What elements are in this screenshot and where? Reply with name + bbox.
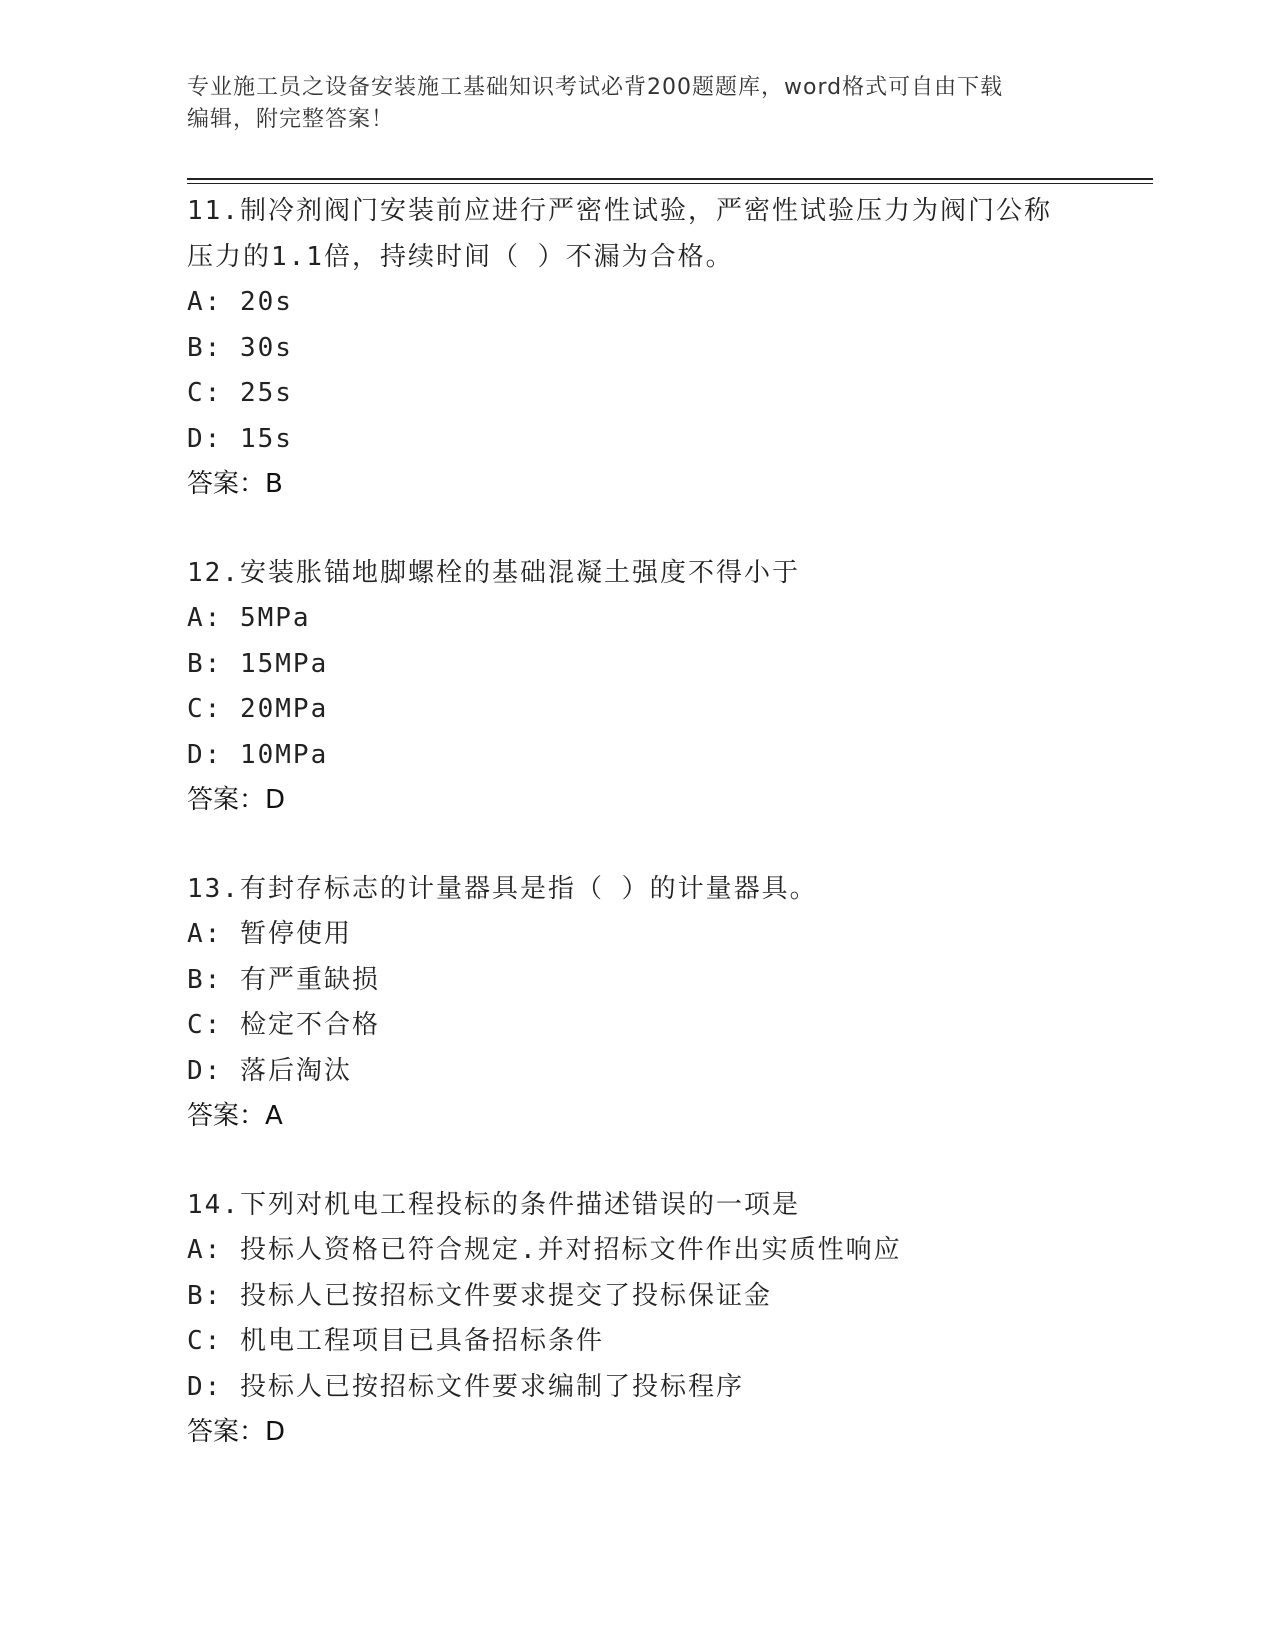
option-d: D: 15s (187, 423, 293, 454)
option-a: A: 投标人资格已符合规定.并对招标文件作出实质性响应 (187, 1235, 902, 1265)
stem-line: 13.有封存标志的计量器具是指（ ）的计量器具。 (187, 874, 818, 904)
question-11 (187, 188, 1127, 506)
page-header (187, 72, 1087, 136)
option-c: C: 20MPa (187, 694, 329, 724)
question-14 (187, 1182, 1127, 1454)
option-a: A: 20s (187, 287, 293, 317)
stem-line: 压力的1.1倍，持续时间（ ）不漏为合格。 (187, 242, 734, 272)
header-divider-thin (187, 183, 1153, 184)
stem-line: 12.安装胀锚地脚螺栓的基础混凝土强度不得小于 (187, 558, 800, 588)
option-a: A: 5MPa (187, 603, 311, 633)
question-list (187, 188, 1127, 1498)
option-b: B: 15MPa (187, 648, 329, 679)
header-divider-thick (187, 178, 1153, 180)
option-b: B: 投标人已按招标文件要求提交了投标保证金 (187, 1280, 772, 1311)
option-c: C: 机电工程项目已具备招标条件 (187, 1326, 604, 1356)
question-12 (187, 550, 1127, 822)
stem-line: 11.制冷剂阀门安装前应进行严密性试验，严密性试验压力为阀门公称 (187, 196, 1052, 226)
question-stem (187, 188, 1127, 280)
option-d: D: 10MPa (187, 739, 329, 770)
option-c: C: 检定不合格 (187, 1010, 380, 1040)
question-stem (187, 866, 1127, 912)
option-d: D: 落后淘汰 (187, 1055, 352, 1086)
answer: 答案：D (187, 1417, 286, 1447)
question-stem (187, 550, 1127, 596)
option-c: C: 25s (187, 378, 293, 408)
question-stem (187, 1182, 1127, 1228)
answer: 答案：B (187, 469, 283, 499)
option-a: A: 暂停使用 (187, 919, 352, 949)
header-line-2: 编辑，附完整答案！ (187, 107, 395, 132)
answer: 答案：A (187, 1101, 283, 1131)
option-b: B: 有严重缺损 (187, 964, 380, 995)
question-13 (187, 866, 1127, 1138)
option-b: B: 30s (187, 332, 293, 363)
header-line-1: 专业施工员之设备安装施工基础知识考试必背200题题库，word格式可自由下载 (187, 75, 1004, 100)
stem-line: 14.下列对机电工程投标的条件描述错误的一项是 (187, 1190, 800, 1220)
option-d: D: 投标人已按招标文件要求编制了投标程序 (187, 1371, 744, 1402)
answer: 答案：D (187, 785, 286, 815)
